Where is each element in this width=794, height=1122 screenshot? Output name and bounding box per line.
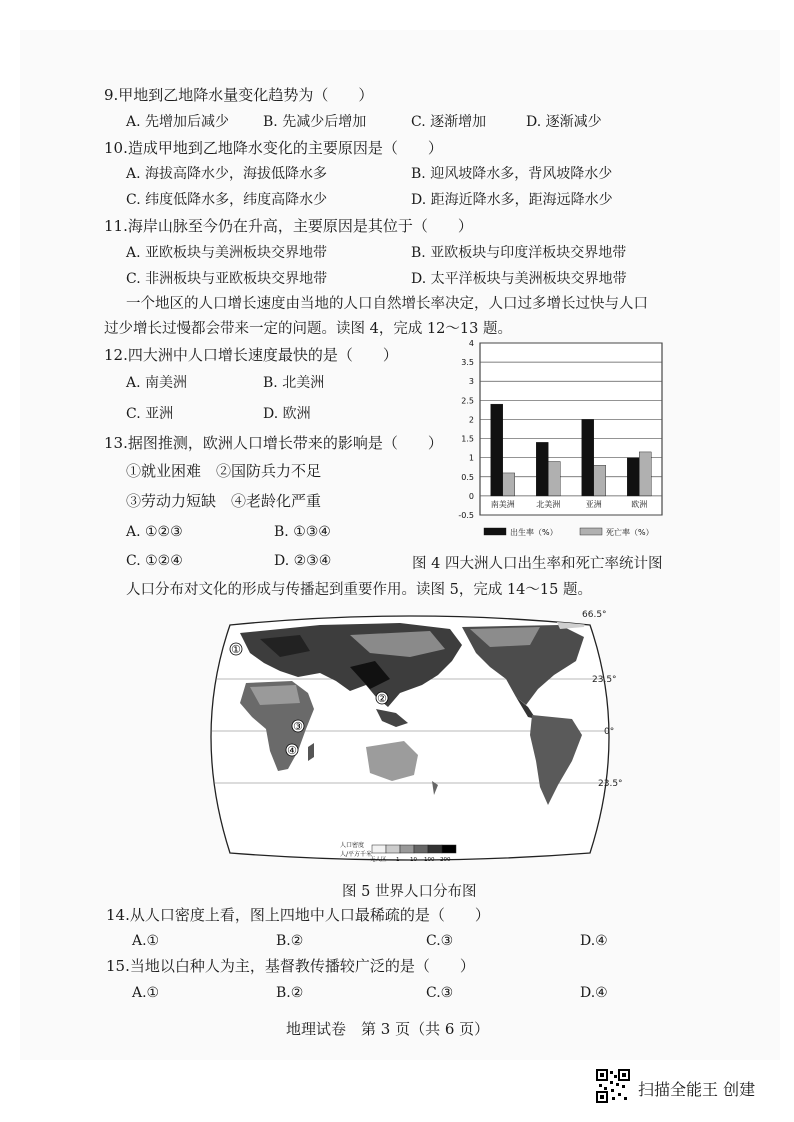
map-caption: 图 5 世界人口分布图 <box>342 884 477 900</box>
intro-paragraph-line-2: 过少增长过慢都会带来一定的问题。读图 4，完成 12～13 题。 <box>104 321 512 337</box>
q10-stem: 10.造成甲地到乙地降水变化的主要原因是（ ） <box>104 139 443 157</box>
lat-label-23n: 23.5° <box>592 675 617 685</box>
y-tick-label: 0.5 <box>461 472 474 482</box>
legend-label-birth: 出生率（%） <box>510 528 558 537</box>
q11-option-a: A. 亚欧板块与美洲板块交界地带 <box>126 245 328 261</box>
death-rate-bar <box>503 473 515 496</box>
legend-title-2: 人/平方千米 <box>340 851 373 858</box>
q13-items-line-2: ③劳动力短缺 ④老龄化严重 <box>126 492 322 510</box>
q13-option-c: C. ①②④ <box>126 553 183 569</box>
legend-title-1: 人口密度 <box>340 842 365 849</box>
x-category-label: 北美洲 <box>536 499 561 509</box>
intro-paragraph-2: 人口分布对文化的形成与传播起到重要作用。读图 5，完成 14～15 题。 <box>126 582 592 598</box>
q11-option-b: B. 亚欧板块与印度洋板块交界地带 <box>411 245 627 261</box>
page-footer: 地理试卷 第 3 页（共 6 页） <box>286 1020 490 1038</box>
death-rate-bar <box>594 465 606 496</box>
x-category-label: 南美洲 <box>490 499 515 509</box>
q14-option-a: A.① <box>132 933 160 949</box>
q9-option-a: A. 先增加后减少 <box>126 114 230 130</box>
qr-code-icon <box>596 1069 630 1103</box>
q15-option-a: A.① <box>132 985 160 1001</box>
intro-paragraph-line-1: 一个地区的人口增长速度由当地的人口自然增长率决定，人口过多增长过快与人口 <box>126 296 648 312</box>
y-tick-label: 2.5 <box>461 396 474 406</box>
legend-swatch-death <box>580 528 602 535</box>
death-rate-bar <box>548 461 560 495</box>
q15-option-d: D.④ <box>580 985 608 1001</box>
q14-option-b: B.② <box>276 933 304 949</box>
q12-stem: 12.四大洲中人口增长速度最快的是（ ） <box>104 346 398 364</box>
q14-stem: 14.从人口密度上看，图上四地中人口最稀疏的是（ ） <box>106 906 490 924</box>
scanner-brand-text: 扫描全能王 创建 <box>638 1080 756 1099</box>
q10-option-a: A. 海拔高降水少，海拔低降水多 <box>126 166 328 182</box>
birth-death-rate-chart <box>440 335 680 550</box>
legend-value-2: 10 <box>410 857 417 863</box>
lat-label-66: 66.5° <box>582 610 607 620</box>
q10-option-d: D. 距海近降水多，距海远降水少 <box>411 192 613 208</box>
q13-option-a: A. ①②③ <box>126 524 183 540</box>
q15-option-b: B.② <box>276 985 304 1001</box>
birth-rate-bar <box>582 419 594 495</box>
q9-option-b: B. 先减少后增加 <box>263 114 367 130</box>
birth-rate-bar <box>627 458 639 496</box>
q10-option-c: C. 纬度低降水多，纬度高降水少 <box>126 192 328 208</box>
y-tick-label: 1.5 <box>461 434 474 444</box>
y-tick-label: 0 <box>468 491 474 501</box>
legend-value-0: 无人区 <box>370 857 387 863</box>
q9-option-d: D. 逐渐减少 <box>526 114 602 130</box>
lat-label-23s: 23.5° <box>598 779 623 789</box>
q15-stem: 15.当地以白种人为主，基督教传播较广泛的是（ ） <box>106 957 475 975</box>
legend-value-4: 200 <box>440 857 451 863</box>
legend-label-death: 死亡率（%） <box>606 528 654 537</box>
chart-caption: 图 4 四大洲人口出生率和死亡率统计图 <box>412 556 663 572</box>
q13-option-d: D. ②③④ <box>274 553 332 569</box>
map-marker-3: ③ <box>293 720 303 733</box>
birth-rate-bar <box>536 442 548 496</box>
q15-option-c: C.③ <box>426 985 454 1001</box>
q11-stem: 11.海岸山脉至今仍在升高，主要原因是其位于（ ） <box>104 217 473 235</box>
y-tick-label: 3 <box>468 377 474 387</box>
world-population-map <box>200 605 623 880</box>
x-category-label: 欧洲 <box>631 499 648 509</box>
q12-option-b: B. 北美洲 <box>263 375 325 391</box>
q14-option-c: C.③ <box>426 933 454 949</box>
q13-option-b: B. ①③④ <box>274 524 331 540</box>
map-marker-1: ① <box>231 643 241 656</box>
q14-option-d: D.④ <box>580 933 608 949</box>
legend-value-1: 1 <box>396 857 400 863</box>
q12-option-d: D. 欧洲 <box>263 406 311 422</box>
legend-swatch-birth <box>484 528 506 535</box>
map-marker-2: ② <box>377 692 387 705</box>
birth-rate-bar <box>491 404 503 496</box>
q13-items-line-1: ①就业困难 ②国防兵力不足 <box>126 462 322 480</box>
q9-stem: 9.甲地到乙地降水量变化趋势为（ ） <box>104 86 374 104</box>
x-category-label: 亚洲 <box>585 499 602 509</box>
y-tick-label: 2 <box>468 415 474 425</box>
q13-stem: 13.据图推测，欧洲人口增长带来的影响是（ ） <box>104 434 443 452</box>
y-tick-label: -0.5 <box>458 511 474 520</box>
q11-option-c: C. 非洲板块与亚欧板块交界地带 <box>126 271 328 287</box>
death-rate-bar <box>639 452 651 496</box>
y-tick-label: 3.5 <box>461 358 474 368</box>
q10-option-b: B. 迎风坡降水多，背风坡降水少 <box>411 166 613 182</box>
lat-label-0: 0° <box>604 727 615 737</box>
q12-option-c: C. 亚洲 <box>126 406 174 422</box>
legend-value-3: 100 <box>424 857 435 863</box>
q12-option-a: A. 南美洲 <box>126 375 188 391</box>
q11-option-d: D. 太平洋板块与美洲板块交界地带 <box>411 271 627 287</box>
y-tick-label: 4 <box>468 339 474 348</box>
y-tick-label: 1 <box>468 453 474 463</box>
q9-option-c: C. 逐渐增加 <box>411 114 487 130</box>
map-marker-4: ④ <box>287 744 297 757</box>
